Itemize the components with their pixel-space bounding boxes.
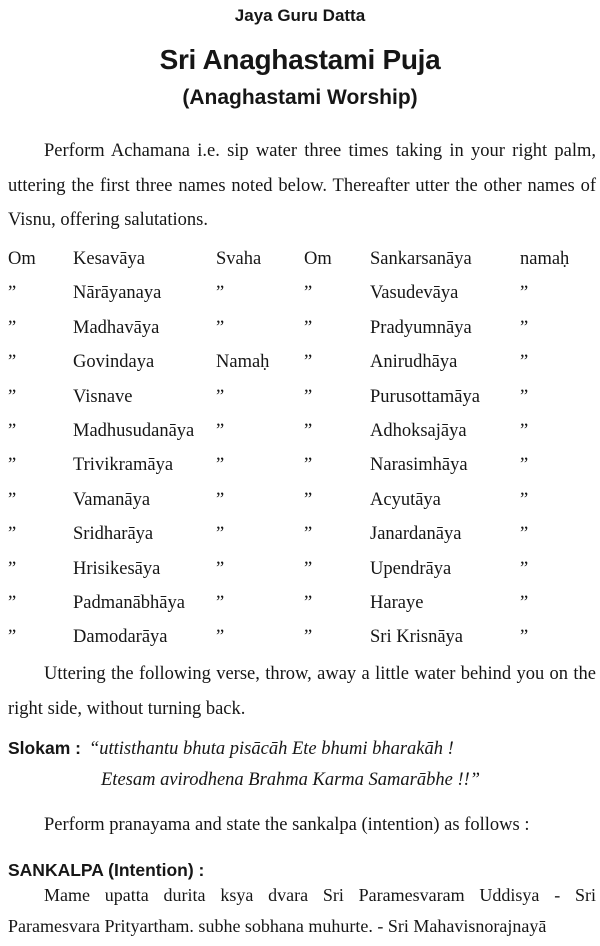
intro-text: Perform Achamana i.e. sip water three times taking in your right palm, uttering the first three names noted below. Thereafter utter the other names of Visnu, offering salutations.	[8, 141, 596, 230]
slokam-label: Slokam :	[8, 738, 81, 758]
slokam-line-1	[8, 732, 598, 764]
table-cell-prefix-om: ”	[8, 455, 17, 476]
table-cell-ending-left: Svaha	[216, 249, 262, 269]
table-cell-ending-right: ”	[520, 283, 529, 304]
table-cell-ending-left: Namaḥ	[216, 352, 270, 373]
verse-instruction-paragraph	[8, 657, 596, 726]
table-cell-prefix-om: ”	[8, 558, 17, 579]
table-cell-name-right: Purusottamāya	[370, 386, 480, 407]
table-cell-ending-left: ”	[216, 558, 225, 579]
table-cell-name-left: Kesavāya	[73, 249, 145, 269]
table-cell-ending-right: namaḥ	[520, 249, 570, 269]
table-cell-ending-right: ”	[520, 524, 529, 545]
table-cell-ending-left: ”	[216, 283, 225, 304]
table-cell-prefix-om-right: ”	[304, 489, 313, 510]
table-cell-name-left: Nārāyanaya	[73, 283, 162, 304]
table-cell-ending-left: ”	[216, 592, 225, 613]
table-cell-prefix-om-right: ”	[304, 558, 313, 579]
table-cell-name-left: Vamanāya	[73, 489, 151, 510]
table-cell-name-right: Janardanāya	[370, 524, 462, 545]
table-cell-ending-left: ”	[216, 627, 225, 648]
table-cell-name-left: Damodarāya	[73, 627, 168, 648]
page-title: Sri Anaghastami Puja	[159, 44, 441, 75]
table-cell-name-right: Narasimhāya	[370, 455, 468, 476]
table-cell-prefix-om: ”	[8, 627, 17, 648]
table-cell-prefix-om: ”	[8, 420, 17, 441]
table-row	[0, 552, 600, 586]
table-row	[0, 483, 600, 517]
running-header: Jaya Guru Datta	[234, 6, 366, 25]
table-cell-prefix-om-right: ”	[304, 592, 313, 613]
slokam-block	[8, 732, 598, 796]
table-cell-ending-left: ”	[216, 489, 225, 510]
table-cell-ending-right: ”	[520, 386, 529, 407]
table-row	[0, 345, 600, 379]
table-cell-ending-left: ”	[216, 524, 225, 545]
table-cell-prefix-om: ”	[8, 352, 17, 373]
table-cell-name-right: Pradyumnāya	[370, 317, 472, 338]
table-cell-prefix-om: Om	[8, 249, 36, 269]
table-cell-name-left: Govindaya	[73, 352, 155, 373]
table-cell-prefix-om: ”	[8, 386, 17, 407]
table-cell-ending-left: ”	[216, 420, 225, 441]
table-cell-name-right: Sri Krisnāya	[370, 627, 463, 648]
names-table	[0, 242, 600, 655]
slokam-text-1: “uttisthantu bhuta pisācāh Ete bhumi bharakāh !	[88, 739, 454, 759]
table-cell-name-right: Haraye	[370, 592, 424, 613]
sankalpa-paragraph	[8, 880, 596, 942]
table-row	[0, 620, 600, 654]
table-cell-name-left: Sridharāya	[73, 524, 154, 545]
table-cell-name-left: Trivikramāya	[73, 455, 174, 476]
table-cell-ending-left: ”	[216, 386, 225, 407]
table-cell-name-left: Padmanābhāya	[73, 592, 185, 613]
table-row	[0, 414, 600, 448]
table-cell-prefix-om-right: ”	[304, 420, 313, 441]
table-cell-ending-right: ”	[520, 352, 529, 373]
table-row	[0, 517, 600, 551]
table-cell-prefix-om-right: Om	[304, 249, 332, 269]
table-cell-ending-right: ”	[520, 592, 529, 613]
table-cell-prefix-om-right: ”	[304, 352, 313, 373]
pranayama-paragraph	[8, 808, 596, 843]
table-cell-ending-left: ”	[216, 455, 225, 476]
table-row	[0, 242, 600, 276]
table-cell-name-left: Hrisikesāya	[73, 558, 161, 579]
table-cell-prefix-om: ”	[8, 524, 17, 545]
table-cell-prefix-om-right: ”	[304, 627, 313, 648]
sankalpa-text: Mame upatta durita ksya dvara Sri Paramesvaram Uddisya - Sri Paramesvara Prityartham. subhe sobhana muhurte. - Sri Mahavisnorajnayā	[8, 885, 596, 936]
table-row	[0, 380, 600, 414]
table-cell-prefix-om: ”	[8, 489, 17, 510]
table-cell-name-right: Vasudevāya	[370, 283, 459, 304]
table-cell-prefix-om: ”	[8, 592, 17, 613]
table-cell-prefix-om-right: ”	[304, 455, 313, 476]
table-cell-name-right: Upendrāya	[370, 558, 452, 579]
table-cell-ending-right: ”	[520, 420, 529, 441]
table-cell-name-right: Acyutāya	[370, 489, 441, 510]
verse-instruction-text: Uttering the following verse, throw, away a little water behind you on the right side, without turning back.	[8, 664, 596, 719]
table-cell-name-right: Adhoksajāya	[370, 420, 467, 441]
table-cell-prefix-om: ”	[8, 317, 17, 338]
table-cell-prefix-om: ”	[8, 283, 17, 304]
page-subtitle: (Anaghastami Worship)	[182, 86, 418, 109]
table-cell-prefix-om-right: ”	[304, 524, 313, 545]
slokam-line-2: Etesam avirodhena Brahma Karma Samarābhe !!”	[101, 770, 481, 790]
table-cell-prefix-om-right: ”	[304, 283, 313, 304]
intro-paragraph	[8, 134, 596, 238]
table-cell-ending-left: ”	[216, 317, 225, 338]
table-cell-ending-right: ”	[520, 455, 529, 476]
table-row	[0, 448, 600, 482]
table-cell-prefix-om-right: ”	[304, 386, 313, 407]
table-row	[0, 311, 600, 345]
table-cell-ending-right: ”	[520, 558, 529, 579]
sankalpa-heading: SANKALPA (Intention) :	[8, 860, 205, 880]
table-cell-ending-right: ”	[520, 627, 529, 648]
table-cell-prefix-om-right: ”	[304, 317, 313, 338]
table-cell-name-left: Visnave	[73, 386, 133, 407]
table-row	[0, 586, 600, 620]
table-cell-ending-right: ”	[520, 489, 529, 510]
table-cell-name-right: Sankarsanāya	[370, 249, 472, 269]
table-cell-name-left: Madhavāya	[73, 317, 160, 338]
table-cell-ending-right: ”	[520, 317, 529, 338]
table-cell-name-right: Anirudhāya	[370, 352, 458, 373]
pranayama-text: Perform pranayama and state the sankalpa (intention) as follows :	[44, 815, 530, 835]
table-cell-name-left: Madhusudanāya	[73, 420, 195, 441]
table-row	[0, 276, 600, 310]
